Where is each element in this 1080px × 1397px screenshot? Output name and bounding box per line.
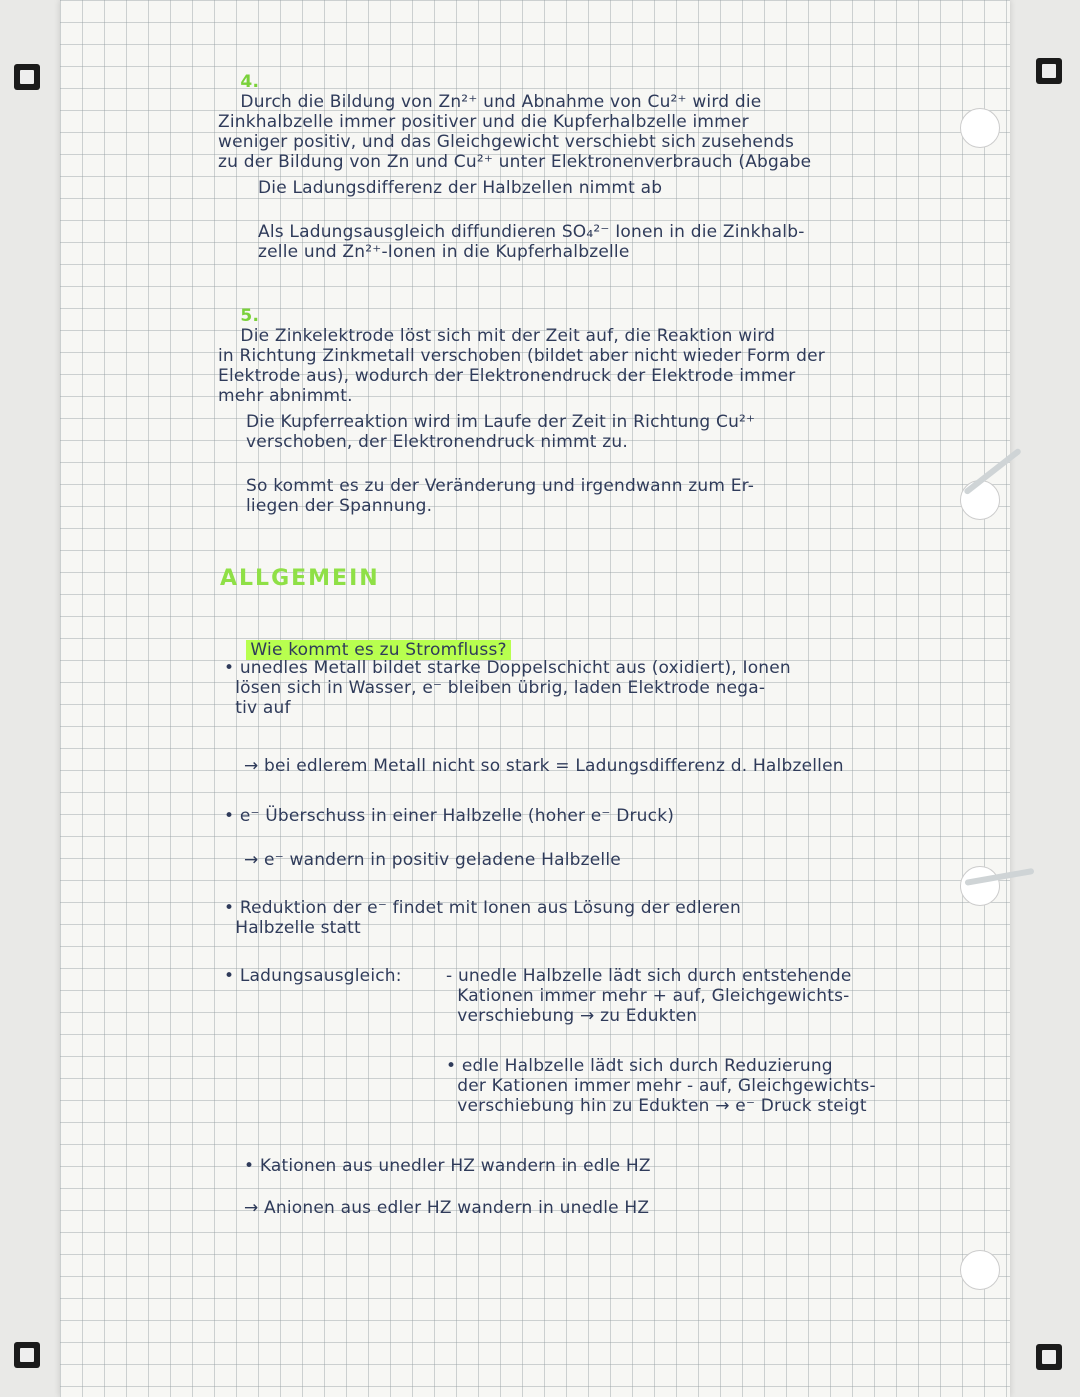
paragraph-5-number: 5. [240,306,260,326]
paragraph-conclusion: So kommt es zu der Veränderung und irgendwann zum Er- liegen der Spannung. [246,476,755,516]
general-point-1: • unedles Metall bildet starke Doppelschicht aus (oxidiert), Ionen lösen sich in Wasser, e⁻ bleiben übrig, laden Elektrode nega- tiv auf [224,658,791,718]
corner-marker-icon [1036,1344,1062,1370]
general-point-9: → Anionen aus edler HZ wandern in unedle HZ [244,1198,650,1218]
paragraph-4-bullet-1: Die Ladungsdifferenz der Halbzellen nimmt ab [258,178,663,198]
binder-ring [960,480,1000,520]
general-point-6-label: • Ladungsausgleich: [224,966,402,986]
general-point-8: • Kationen aus unedler HZ wandern in edle HZ [244,1156,651,1176]
corner-marker-icon [1036,58,1062,84]
section-heading: ALLGEMEIN [220,566,380,591]
binder-ring [960,866,1000,906]
general-point-5: • Reduktion der e⁻ findet mit Ionen aus Lösung der edleren Halbzelle statt [224,898,741,938]
paragraph-4-bullet-2: Als Ladungsausgleich diffundieren SO₄²⁻ Ionen in die Zinkhalb- zelle und Zn²⁺-Ionen in die Kupferhalbzelle [258,222,805,262]
general-point-2: → bei edlerem Metall nicht so stark = Ladungsdifferenz d. Halbzellen [244,756,844,776]
paragraph-5 [218,286,825,426]
binder-ring [960,108,1000,148]
general-point-6-text: - unedle Halbzelle lädt sich durch entstehende Kationen immer mehr + auf, Gleichgewichts- verschiebung → zu Edukten [446,966,852,1026]
paragraph-5-text: Die Zinkelektrode löst sich mit der Zeit auf, die Reaktion wird in Richtung Zinkmetall verschoben (bildet aber nicht wieder Form der Elektrode aus), wodurch der Elektronendruck der Elektrode immer mehr abnimmt. [218,326,825,406]
corner-marker-icon [14,64,40,90]
paragraph-4 [218,52,811,192]
general-point-3: • e⁻ Überschuss in einer Halbzelle (hoher e⁻ Druck) [224,806,675,826]
general-point-7: • edle Halbzelle lädt sich durch Reduzierung der Kationen immer mehr - auf, Gleichgewichts- verschiebung hin zu Edukten → e⁻ Druck steigt [446,1056,876,1116]
general-point-4: → e⁻ wandern in positiv geladene Halbzelle [244,850,621,870]
notebook-page [60,0,1010,1397]
paragraph-4-text: Durch die Bildung von Zn²⁺ und Abnahme von Cu²⁺ wird die Zinkhalbzelle immer positiver und die Kupferhalbzelle immer weniger positiv, und das Gleichgewicht verschiebt sich zusehends zu der Bildung von Zn und Cu²⁺ unter Elektronenverbrauch (Abgabe [218,92,812,172]
paragraph-4-number: 4. [240,72,260,92]
paragraph-copper: Die Kupferreaktion wird im Laufe der Zeit in Richtung Cu²⁺ verschoben, der Elektronendruck nimmt zu. [246,412,756,452]
question-highlight: Wie kommt es zu Stromfluss? [246,640,510,660]
binder-ring [960,1250,1000,1290]
corner-marker-icon [14,1342,40,1368]
